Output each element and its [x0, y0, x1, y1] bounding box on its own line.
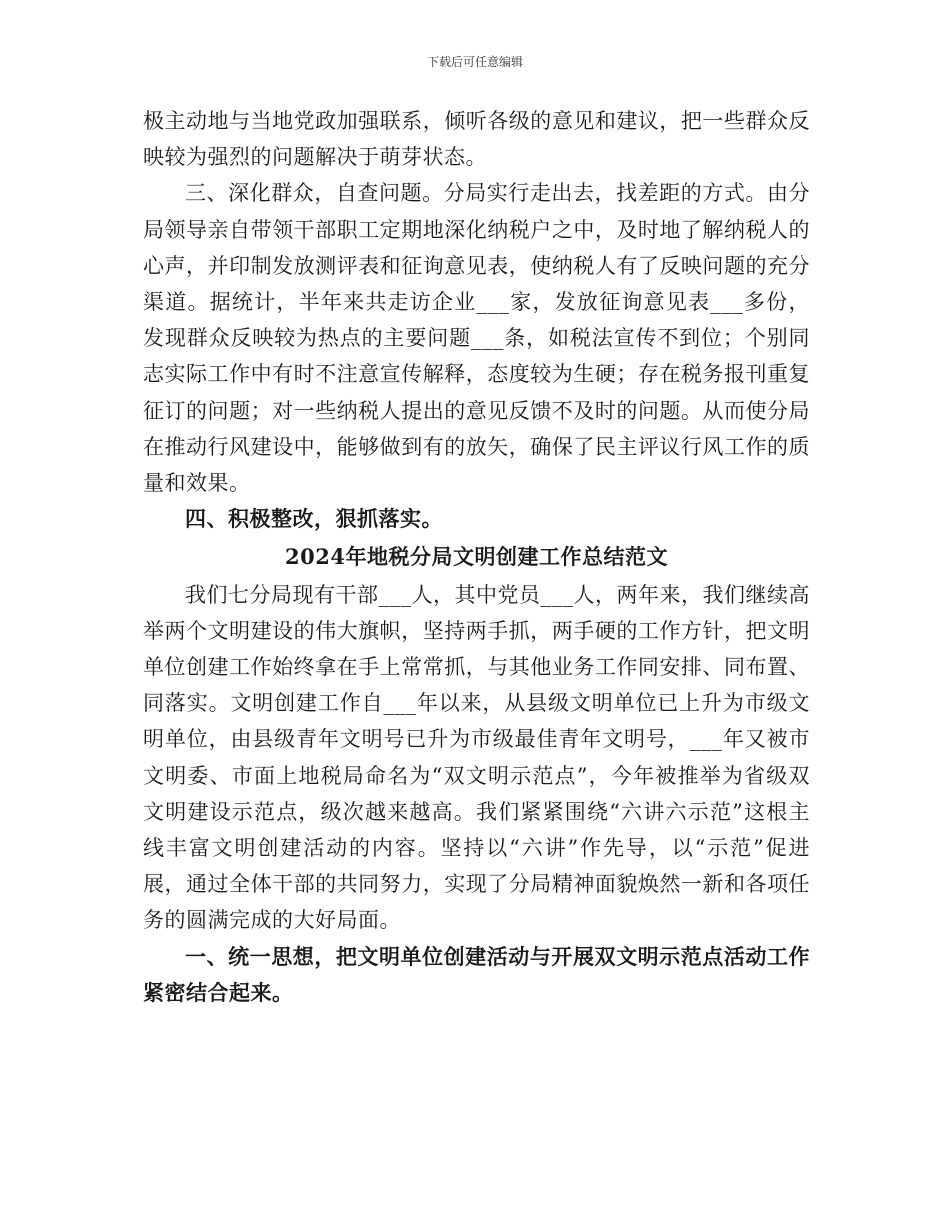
heading-section-one: 一、统一思想，把文明单位创建活动与开展双文明示范点活动工作紧密结合起来。 — [143, 943, 810, 1005]
page-header: 下载后可任意编辑 — [426, 55, 523, 69]
heading-section-four: 四、积极整改，狠抓落实。 — [185, 506, 443, 532]
document-body — [143, 103, 810, 1011]
paragraph-intro: 我们七分局现有干部___人，其中党员___人，两年来，我们继续高举两个文明建设的伟大旗帜，坚持两手抓，两手硬的工作方针，把文明单位创建工作始终拿在手上常常抓，与其他业务工作同安排、同布置、同落实。文明创建工作自___年以来，从县级文明单位已上升为市级文明单位，由县级青年文明号已升为市级最佳青年文明号，___年又被市文明委、市面上地税局命名为“双文明示范点”，今年被推举为省级双文明建设示范点，级次越来越高。我们紧紧围绕“六讲六示范”这根主线丰富文明创建活动的内容。坚持以“六讲”作先导，以“示范”促进展，通过全体干部的共同努力，实现了分局精神面貌焕然一新和各项任务的圆满完成的大好局面。 — [143, 582, 810, 933]
paragraph-section-three: 三、深化群众，自查问题。分局实行走出去，找差距的方式。由分局领导亲自带领干部职工定期地深化纳税户之中，及时地了解纳税人的心声，并印制发放测评表和征询意见表，使纳税人有了反映问题的充分渠道。据统计，半年来共走访企业___家，发放征询意见表___多份，发现群众反映较为热点的主要问题___条，如税法宣传不到位；个别同志实际工作中有时不注意宣传解释，态度较为生硬；存在税务报刊重复征订的问题；对一些纳税人提出的意见反馈不及时的问题。从而使分局在推动行风建设中，能够做到有的放矢，确保了民主评议行风工作的质量和效果。 — [143, 181, 810, 496]
document-title: 2024年地税分局文明创建工作总结范文 — [285, 544, 668, 570]
paragraph-continuation: 极主动地与当地党政加强联系，倾听各级的意见和建议，把一些群众反映较为强烈的问题解决于萌芽状态。 — [143, 109, 810, 170]
